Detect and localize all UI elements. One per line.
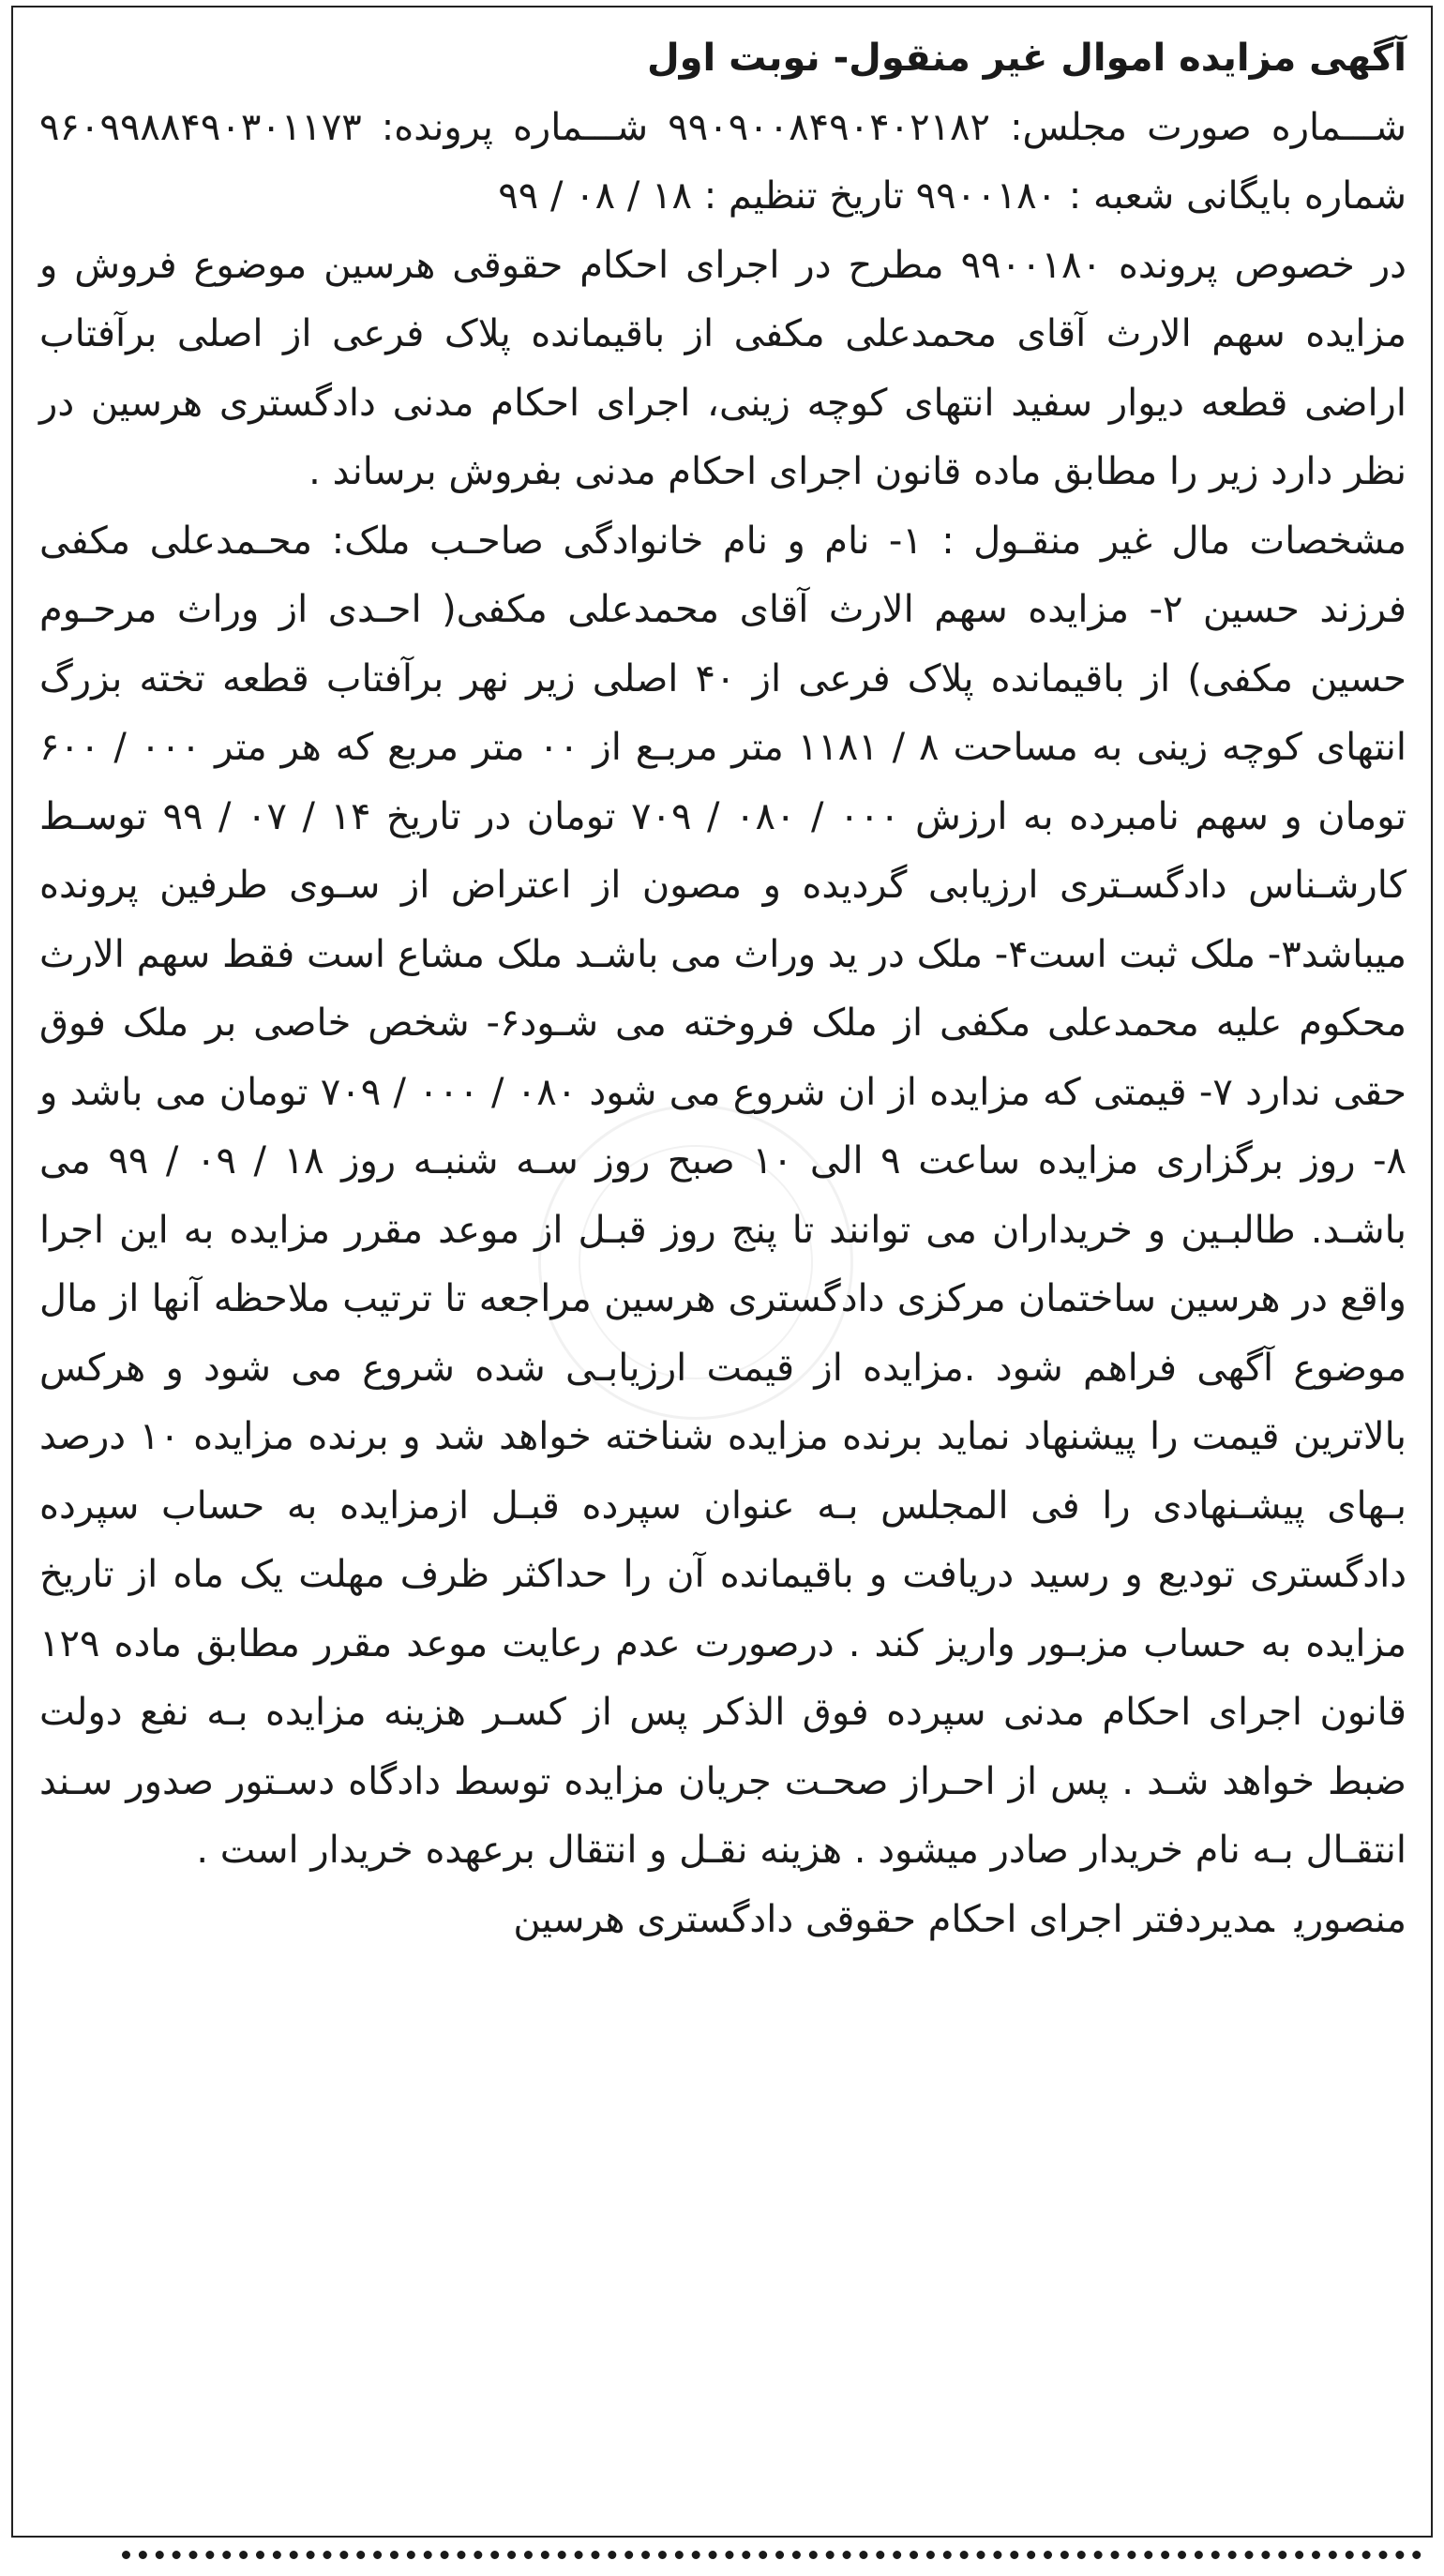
notice-title: آگهی مزایده اموال غیر منقول- نوبت اول bbox=[646, 37, 1406, 80]
notice-frame bbox=[11, 6, 1433, 2538]
signature-line bbox=[39, 1886, 1406, 1955]
reference-numbers: شـــماره صورت مجلس: ۹۹۰۹۰۰۸۴۹۰۴۰۲۱۸۲ شـــماره پرونده: ۹۶۰۹۹۸۸۴۹۰۳۰۱۱۷۳ شماره بایگانی شعبه : ۹۹۰۰۱۸۰ تاریخ تنظیم : ۱۸ / ۰۸ / ۹۹ bbox=[39, 105, 1407, 218]
intro-paragraph: در خصوص پرونده ۹۹۰۰۱۸۰ مطرح در اجرای احکام حقوقی هرسین موضوع فروش و مزایده سهم الارث آقای محمدعلی مکفی از باقیمانده پلاک فرعی از اصلی برآفتاب اراضی قطعه دیوار سفید انتهای کوچه زینی، اجرای احکام مدنی دادگستری هرسین در نظر دارد زیر را مطابق ماده قانون اجرای احکام مدنی بفروش برساند . bbox=[39, 243, 1406, 493]
signatory-name: منصوری bbox=[1294, 1897, 1406, 1941]
property-details-paragraph: مشخصات مال غیر منقـول : ۱- نام و نام خانوادگی صاحـب ملک: محـمدعلی مکفی فرزند حسین ۲- مزایده سهم الارث آقای محمدعلی مکفی( احـدی از وراث مرحـوم حسین مکفی) از باقیمانده پلاک فرعی از ۴۰ اصلی زیر نهر برآفتاب قطعه تخته بزرگ انتهای کوچه زینی به مساحت ۸ / ۱۱۸۱ متر مربـع از ۰۰ متر مربع که هر متر ۰۰۰ / ۶۰۰ تومان و سهم نامبرده به ارزش ۰۰۰ / ۰۸۰ / ۷۰۹ تومان در تاریخ ۱۴ / ۰۷ / ۹۹ توسـط کارشـناس دادگسـتری ارزیابی گردیده و مصون از اعتراض از سـوی طرفین پرونده میباشد۳- ملک ثبت است۴- ملک در ید وراث می باشـد ملک مشاع است فقط سهم الارث محکوم علیه محمدعلی مکفی از ملک فروخته می شـود۶- شخص خاصی بر ملک فوق حقی ندارد ۷- قیمتی که مزایده از ان شروع می شود ۰۸۰ / ۰۰۰ / ۷۰۹ تومان می باشد و ۸- روز برگزاری مزایده ساعت ۹ الی ۱۰ صبح روز سـه شنبـه روز ۱۸ / ۰۹ / ۹۹ می باشـد. طالبـین و خریداران می توانند تا پنج روز قبـل از موعد مقرر مزایده به این اجرا واقع در هرسین ساختمان مرکزی دادگستری هرسین مراجعه تا ترتیب ملاحظه آنها از مال موضوع آگهی فراهم شود .مزایده از قیمت ارزیابـی شده شروع می شود و هرکس بالاترین قیمت را پیشنهاد نماید برنده مزایده شناخته خواهد شد و برنده مزایده ۱۰ درصد بـهای پیشـنهادی را فی المجلس بـه عنوان سپرده قبـل ازمزایده به حساب سپرده دادگستری تودیع و رسید دریافت و باقیمانده آن را حداکثر ظرف مهلت یک ماه از تاریخ مزایده به حساب مزبـور واریز کند . درصورت عدم رعایت موعد مقرر مطابق ماده ۱۲۹ قانون اجرای احکام مدنی سپرده فوق الذکر پس از کسـر هزینه مزایده بـه نفع دولت ضبط خواهد شـد . پس از احـراز صحـت جریان مزایده توسط دادگاه دسـتور صدور سـند انتقـال بـه نام خریدار صادر میشود . هزینه نقـل و انتقال برعهده خریدار است . bbox=[39, 519, 1407, 1872]
dotted-divider bbox=[122, 2551, 1421, 2559]
signatory-office: مدیردفتر اجرای احکام حقوقی دادگستری هرسین bbox=[513, 1897, 1274, 1941]
notice-body bbox=[39, 24, 1406, 1954]
